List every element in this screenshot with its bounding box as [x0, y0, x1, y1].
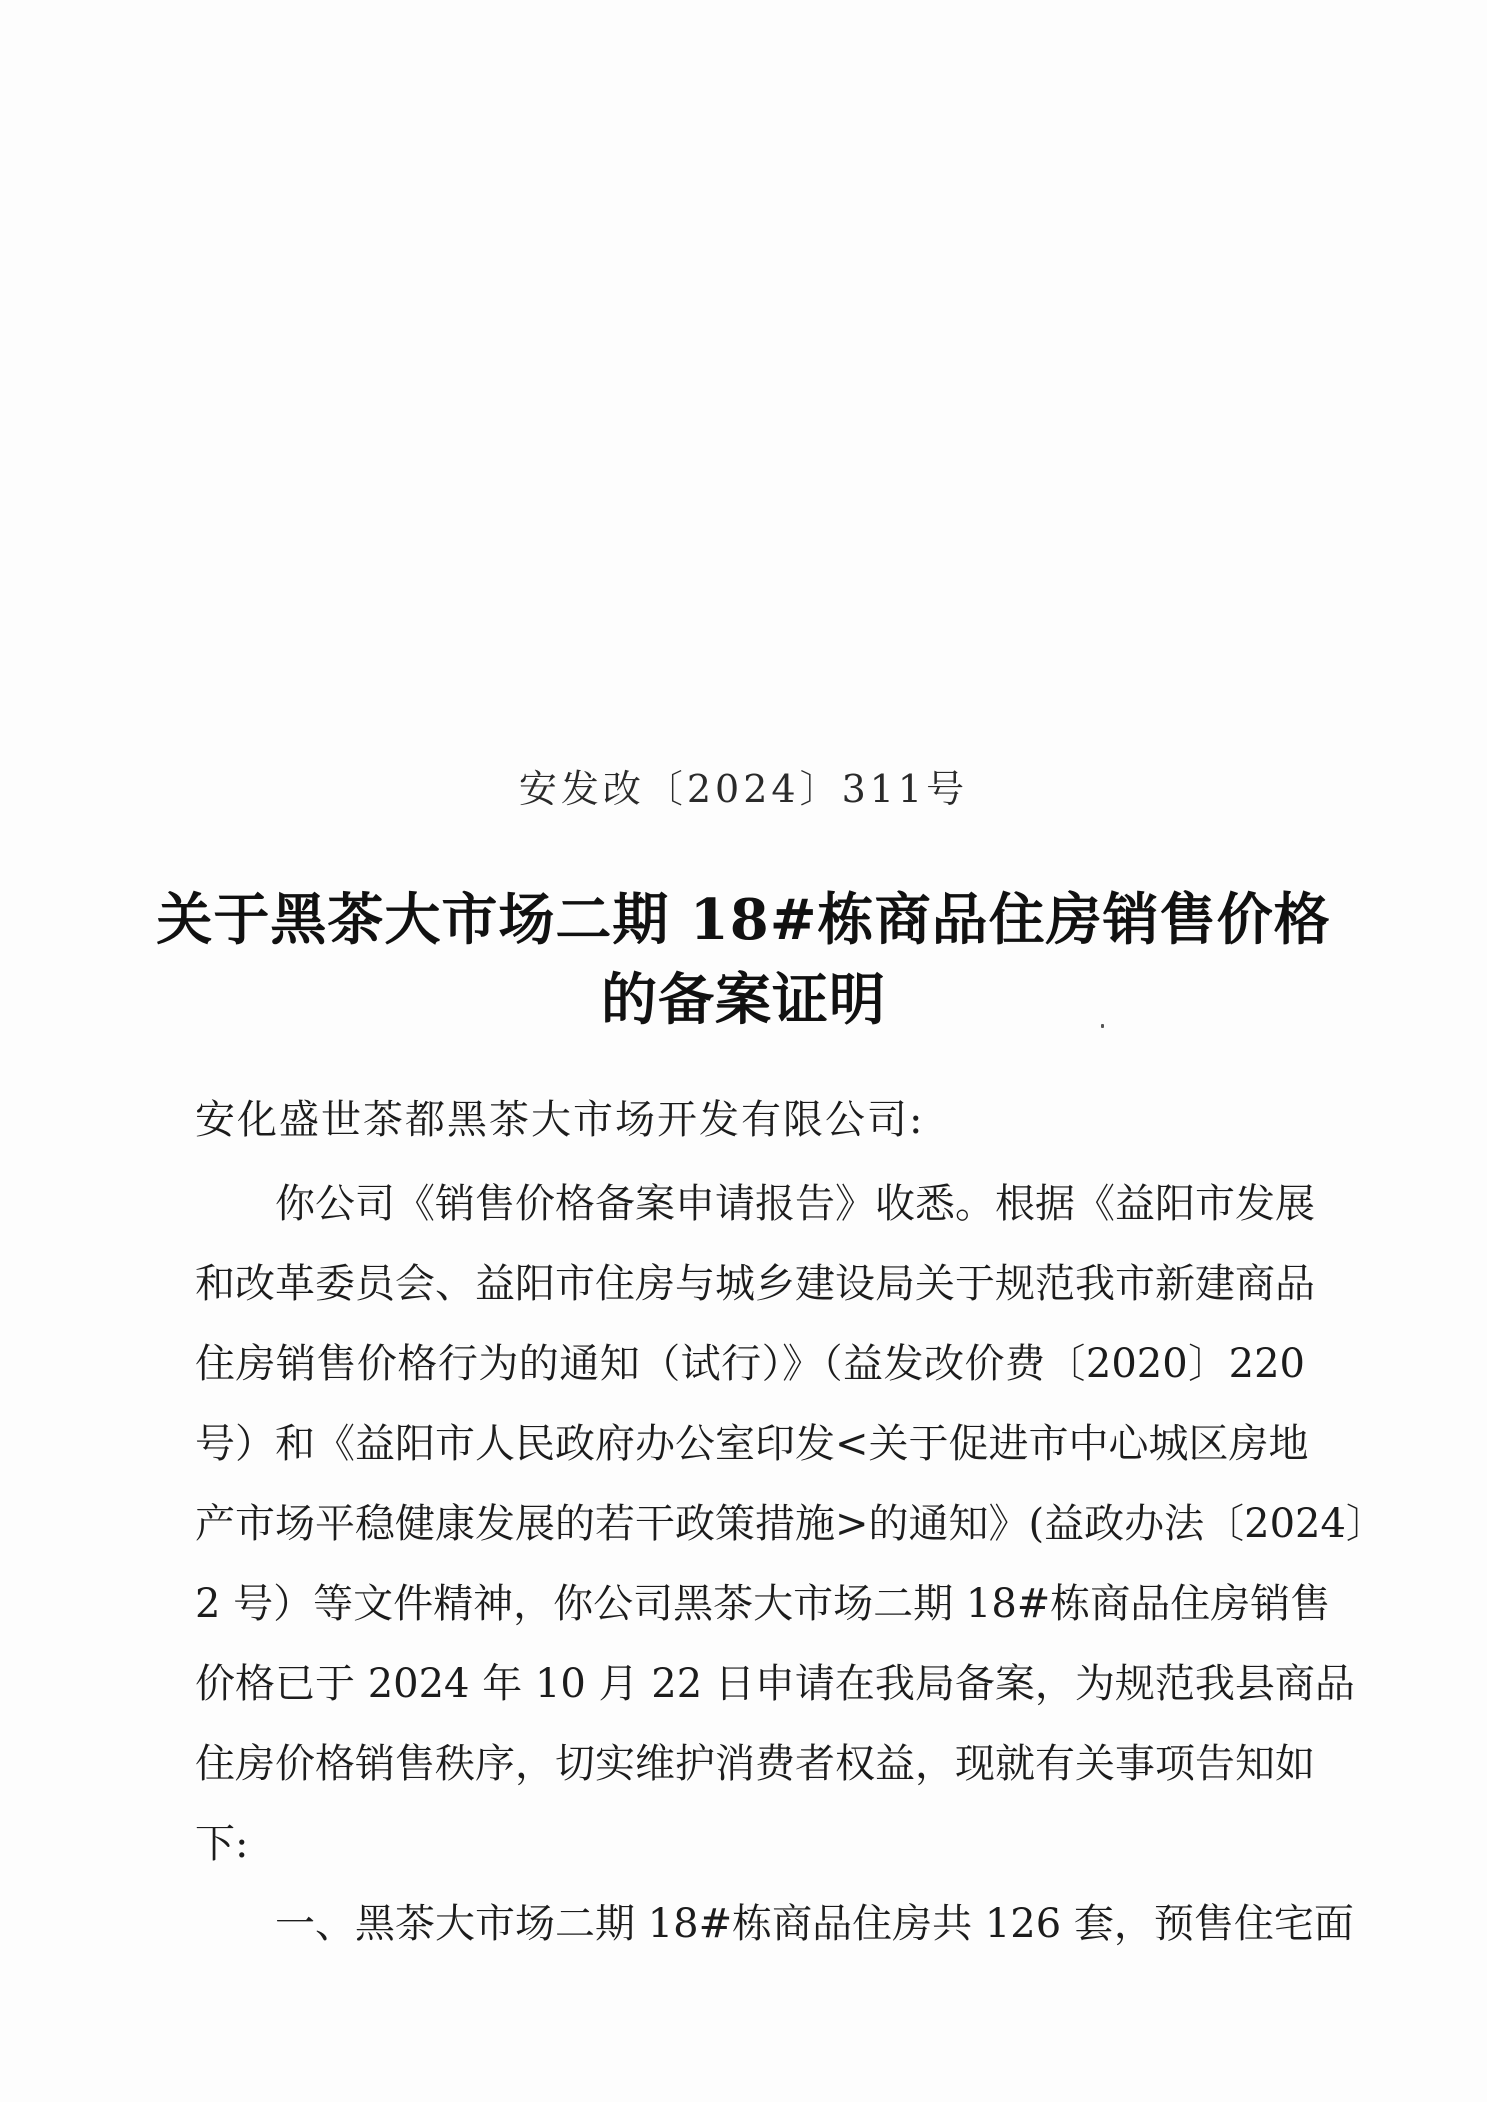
document-number: 安发改〔2024〕311号 — [518, 767, 969, 811]
body-line: 一、黑茶大市场二期 18#栋商品住房共 126 套，预售住宅面 — [275, 1901, 1354, 1947]
body-line: 产市场平稳健康发展的若干政策措施>的通知》(益政办法〔2024〕 — [195, 1501, 1386, 1547]
body-line: 住房价格销售秩序，切实维护消费者权益，现就有关事项告知如 — [195, 1741, 1315, 1787]
body-line: 2 号）等文件精神，你公司黑茶大市场二期 18#栋商品住房销售 — [195, 1581, 1331, 1627]
scan-speck — [1101, 1024, 1104, 1028]
title-line-1: 关于黑茶大市场二期 18#栋商品住房销售价格 — [156, 887, 1331, 953]
addressee: 安化盛世茶都黑茶大市场开发有限公司: — [195, 1097, 925, 1143]
title-line-2: 的备案证明 — [601, 967, 886, 1033]
body-line: 你公司《销售价格备案申请报告》收悉。根据《益阳市发展 — [275, 1181, 1315, 1227]
body-text — [195, 1164, 1386, 1964]
body-line: 下: — [195, 1821, 249, 1867]
document-title — [150, 880, 1337, 1040]
body-line: 住房销售价格行为的通知（试行）》（益发改价费〔2020〕220 — [195, 1341, 1305, 1387]
body-line: 和改革委员会、益阳市住房与城乡建设局关于规范我市新建商品 — [195, 1261, 1315, 1307]
body-line: 号）和《益阳市人民政府办公室印发<关于促进市中心城区房地 — [195, 1421, 1309, 1467]
body-line: 价格已于 2024 年 10 月 22 日申请在我局备案，为规范我县商品 — [195, 1661, 1355, 1707]
